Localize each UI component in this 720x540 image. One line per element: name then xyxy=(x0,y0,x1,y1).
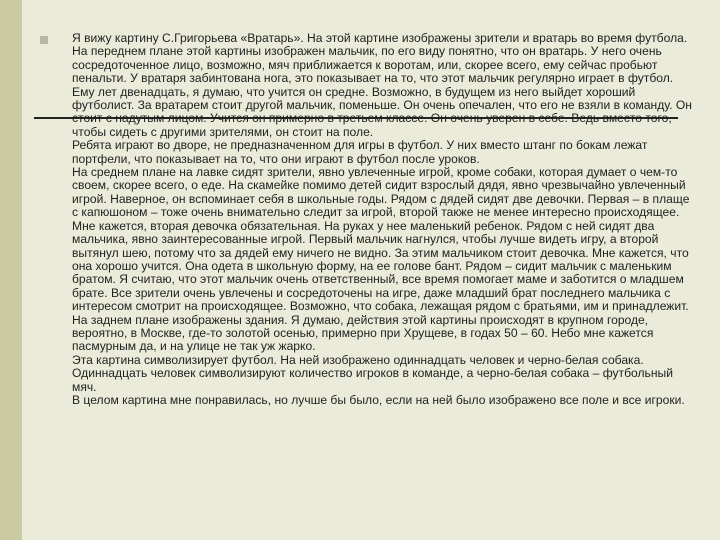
essay-text xyxy=(72,32,696,407)
square-bullet-icon xyxy=(40,36,48,44)
paragraph: Эта картина символизирует футбол. На ней изображено одиннадцать человек и черно-белая собака. Одиннадцать человек символизируют количество игроков в команде, а черно-белая собака – футбольный мяч. xyxy=(72,352,673,394)
paragraph: Ребята играют во дворе, не предназначенном для игры в футбол. У них вместо штанг по бокам лежат портфели, что показывает на то, что они играют в футбол после уроков. xyxy=(72,138,648,166)
paragraph: В целом картина мне понравилась, но лучше бы было, если на ней было изображено все поле и все игроки. xyxy=(72,392,685,407)
paragraph: Я вижу картину С.Григорьева «Вратарь». На этой картине изображены зрители и вратарь во время футбола. xyxy=(72,31,688,45)
paragraph: На заднем плане изображены здания. Я думаю, действия этой картины происходят в крупном городе, вероятно, в Москве, где-то золотой осенью, примерно при Хрущеве, в годах 50 – 60. Небо мне кажется пасмурным да, и на улице не так уж жарко. xyxy=(72,312,654,354)
paragraph: На среднем плане на лавке сидят зрители, явно увлеченные игрой, кроме собаки, которая думает о чем-то своем, скорее всего, о еде. На скамейке помимо детей сидит взрослый дядя, явно чрезвычайно увлеченный игрой. Наверное, он вспоминает себя в школьные годы. Рядом с дядей сидят две девочки. Первая – в плаще с капюшоном – тоже очень внимательно следит за игрой, второй также не менее интересно происходящее. Мне кажется, вторая девочка обязательная. На руках у нее маленький ребенок. Рядом с ней сидят два мальчика, явно заинтересованные игрой. Первый мальчик нагнулся, чтобы лучше видеть игру, а второй вытянул шею, потому что за дядей ему ничего не видно. За этим мальчиком стоит девочка. Мне кажется, что она хорошо учится. Она одета в школьную форму, на ее голове бант. Рядом – сидит мальчик с маленьким братом. Я считаю, что этот мальчик очень ответственный, все время помогает маме и заботится о младшем брате. Все зрители очень увлечены и сосредоточены на игре, даже младший брат последнего мальчика с интересом смотрит на происходящее. Возможно, что собака, лежащая рядом с братьями, им и принадлежит. xyxy=(72,165,690,314)
paragraph: На переднем плане этой картины изображен мальчик, по его виду понятно, что он вратарь. У него очень сосредоточенное лицо, возможно, мяч приближается к воротам, или, скорее всего, ему сейчас пробьют пенальти. У вратаря забинтована нога, это показывает на то, что этот мальчик регулярно играет в футбол. Ему лет двенадцать, я думаю, что учится он средне. Возможно, в будущем из него выйдет хороший футболист. За вратарем стоит другой мальчик, поменьше. Он очень опечален, что его не взяли в команду. Он стоит с надутым лицом. Учится он примерно в третьем классе. Он очень уверен в себе. Ведь вместо того, чтобы сидеть с другими зрителями, он стоит на поле. xyxy=(72,44,692,139)
left-accent-bar xyxy=(0,0,22,540)
